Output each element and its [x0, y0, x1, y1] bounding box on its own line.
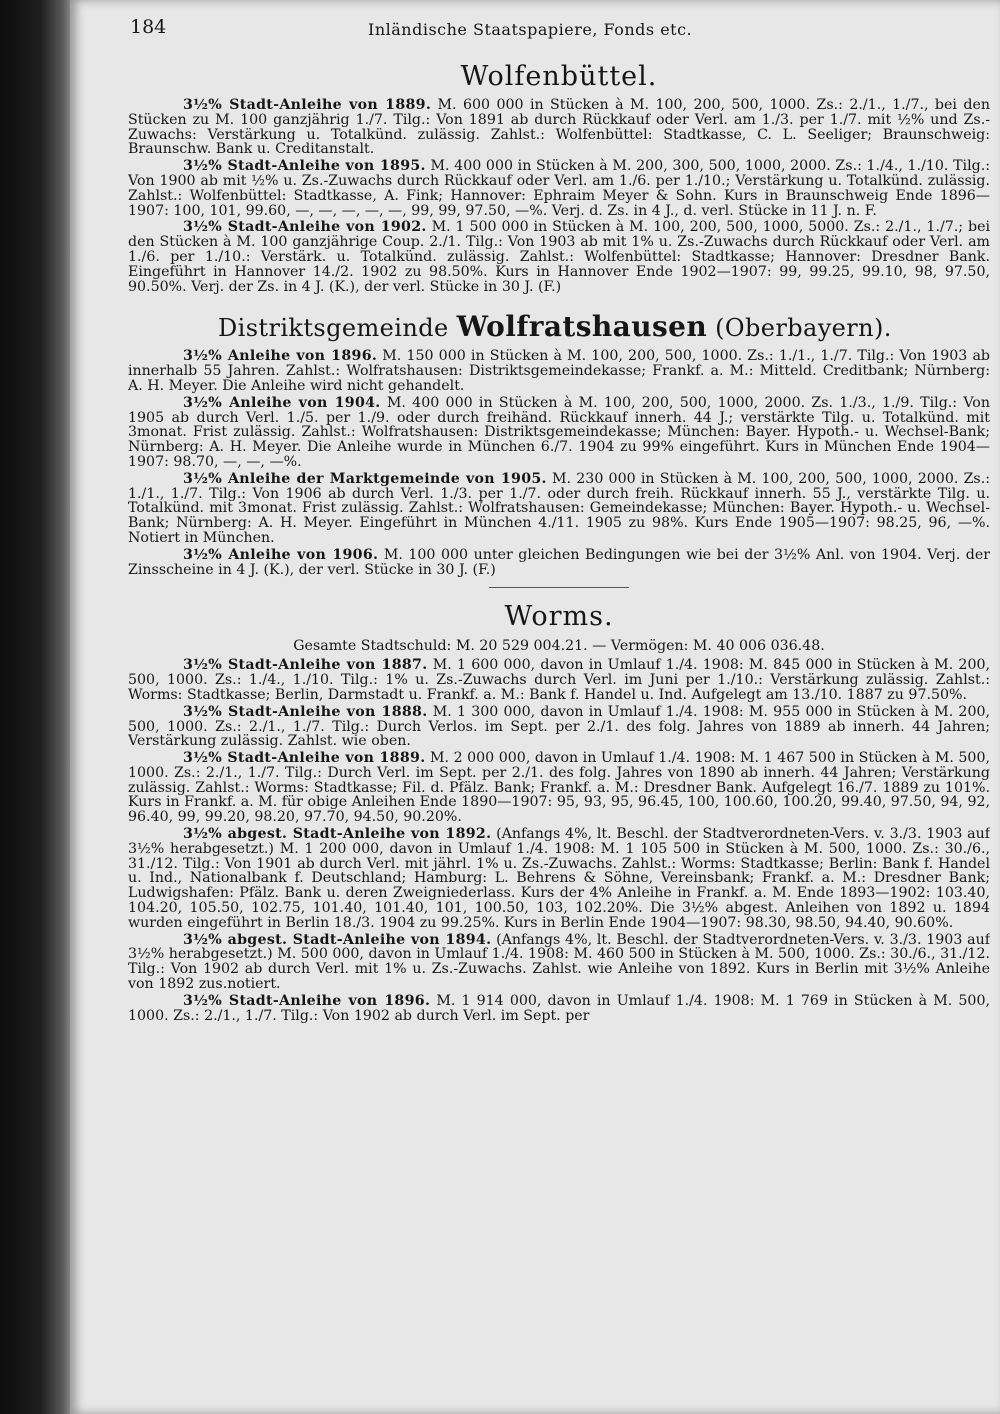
entry-wolfenbuettel-1889 — [128, 98, 990, 157]
entry-text: M. 230 000 in Stücken à M. 100, 200, 500, 1000, 2000. Zs.: 1./1., 1./7. Tilg.: Von 1906 ab durch Verl. 1./3. per 1./7. oder durch freih. Rückkauf innerh. 55 J., verstärkte Tilg. u. Totalkünd. mit 3monat. Frist zulässig. Zahlst.: Wolfratshausen: Gemeindekasse; München: Bayer. Hypoth.- u. Wechsel-Bank; Nürnberg: A. H. Meyer. Eingeführt in München 4./11. 1905 zu 98%. Kurs Ende 1905—1907: 98.25, 96, —%. Notiert in München. — [128, 470, 990, 546]
section-title-wolfratshausen — [218, 312, 990, 343]
section-divider — [489, 587, 629, 588]
entry-wolfenbuettel-1902 — [128, 220, 990, 294]
worms-debt-note: Gesamte Stadtschuld: M. 20 529 004.21. — Vermögen: M. 40 006 036.48. — [293, 638, 825, 655]
section-title-wolfenbuettel: Wolfenbüttel. — [460, 61, 658, 92]
entry-title: 3½% Stadt-Anleihe von 1896. — [183, 992, 431, 1009]
running-title: Inländische Staatspapiere, Fonds etc. — [368, 20, 693, 39]
entry-worms-1892 — [128, 827, 990, 931]
entry-text: (Anfangs 4%, lt. Beschl. der Stadtverordneten-Vers. v. 3./3. 1903 auf 3½% herabgesetzt.) M. 500 000, davon in Umlauf 1./4. 1908: M. 460 500 in Stücken à M. 500, 1000. Zs.: 30./6., 31./12. Tilg.: Von 1902 ab durch Verl. mit 1% u. Zs.-Zuwachs. Zahlst. wie Anleihe von 1892. Kurs in Berlin mit 3½% Anleihe von 1892 zus.notiert. — [128, 931, 990, 993]
entry-title: 3½% Anleihe von 1896. — [183, 348, 378, 365]
entry-worms-1888 — [128, 705, 990, 749]
entry-text: M. 600 000 in Stücken à M. 100, 200, 500, 1000. Zs.: 2./1., 1./7., bei den Stücken zu M. 100 ganzjährig 1./7. Tilg.: Von 1891 ab durch Rückkauf oder Verl. am 1./3. per 1./7. mit ½% und Zs.-Zuwachs: Verstärkung u. Totalkünd. zulässig. Zahlst.: Wolfenbüttel: Stadtkasse, C. L. Seeliger; Braunschweig: Braunschw. Bank u. Creditanstalt. — [128, 97, 990, 158]
entry-text: M. 150 000 in Stücken à M. 100, 200, 500, 1000. Zs.: 1./1., 1./7. Tilg.: Von 1903 ab innerhalb 55 Jahren. Zahlst.: Wolfratshausen: Distriktsgemeindekasse; Frankf. a. M.: Mitteld. Creditbank; Nürnberg: A. H. Meyer. Die Anleihe wird nicht gehandelt. — [128, 348, 990, 394]
entry-text: M. 1 914 000, davon in Umlauf 1./4. 1908: M. 1 769 in Stücken à M. 500, 1000. Zs.: 2./1., 1./7. Tilg.: Von 1902 ab durch Verl. im Sept. per — [128, 992, 990, 1024]
entry-text: M. 400 000 in Stücken à M. 100, 200, 500, 1000, 2000. Zs. 1./3., 1./9. Tilg.: Von 1905 ab durch Verl. 1./5. per 1./9. oder durch freihänd. Rückkauf innerh. 44 J.; verstärkte Tilg. u. Totalkünd. mit 3monat. Frist zulässig. Zahlst.: Wolfratshausen: Distriktsgemeindekasse; München: Bayer. Hypoth.- u. Wechsel-Bank; Nürnberg: A. H. Meyer. Die Anleihe wurde in München 6./7. 1904 zu 99% eingeführt. Kurs in München Ende 1904—1907: 98.70, —, —, —%. — [128, 394, 990, 470]
entry-worms-1896 — [128, 994, 990, 1024]
section-title-part: Distriktsgemeinde — [218, 314, 449, 343]
entry-text: M. 2 000 000, davon in Umlauf 1./4. 1908: M. 1 467 500 in Stücken à M. 500, 1000. Zs.: 2./1., 1./7. Tilg.: Durch Verl. im Sept. per 2./1. des folg. Jahres von 1890 ab innerh. 44 Jahren; Verstärkung zulässig. Zahlst.: Worms: Stadtkasse; Fil. d. Pfälz. Bank; Frankf. a. M.: Dresdner Bank. Aufgelegt 16./7. 1889 zu 101%. Kurs in Frankf. a. M. für obige Anleihen Ende 1890—1907: 95, 93, 95, 96.45, 100, 100.60, 100.20, 99.40, 97.50, 94, 92, 96.40, 99, 99.20, 98.20, 97.70, 94.50, 90.20%. — [128, 750, 990, 826]
entry-title: 3½% Stadt-Anleihe von 1888. — [183, 703, 428, 720]
entry-text: M. 1 300 000, davon in Umlauf 1./4. 1908: M. 955 000 in Stücken à M. 200, 500, 1000. Zs.: 2./1., 1./7. Tilg.: Durch Verlos. im Sept. per 2./1. des folg. Jahres von 1889 ab innerh. 44 Jahren; Verstärkung zulässig. Zahlst. wie oben. — [128, 703, 990, 750]
entry-title: 3½% Anleihe der Marktgemeinde von 1905. — [183, 470, 547, 487]
section-title-worms: Worms. — [504, 601, 614, 633]
section-title-part: (Oberbayern). — [715, 314, 892, 343]
entry-text: M. 1 500 000 in Stücken à M. 100, 200, 500, 1000, 5000. Zs.: 2./1., 1./7.; bei den Stücken à M. 100 ganzjährige Coup. 2./1. Tilg.: Von 1903 ab mit 1% u. Zs.-Zuwachs durch Rückkauf oder Verl. am 1./6. per 1./10.: Verstärk. u. Totalkünd. zulässig. Zahlst.: Wolfenbüttel: Stadtkasse; Hannover: Dresdner Bank. Eingeführt in Hannover 14./2. 1902 zu 98.50%. Kurs in Hannover Ende 1902—1907: 99, 99.25, 99.10, 98, 97.50, 90.50%. Verj. der Zs. in 4 J. (K.), der verl. Stücke in 30 J. (F.) — [128, 219, 990, 295]
page-number: 184 — [130, 16, 167, 38]
entry-worms-1894 — [128, 933, 990, 992]
entry-text: (Anfangs 4%, lt. Beschl. der Stadtverordneten-Vers. v. 3./3. 1903 auf 3½% herabgesetzt.) M. 1 200 000, davon in Umlauf 1./4. 1908: M. 1 105 500 in Stücken à M. 500, 1000. Zs.: 30./6., 31./12. Tilg.: Von 1901 ab durch Verl. mit jährl. 1% u. Zs.-Zuwachs. Zahlst.: Worms: Stadtkasse; Berlin: Bank f. Handel u. Ind., Nationalbank f. Deutschland; Hamburg: L. Behrens & Söhne, Vereinsbank; Frankf. a. M.: Dresdner Bank; Ludwigshafen: Pfälz. Bank u. deren Zweigniederlass. Kurs der 4% Anleihe in Frankf. a. M. Ende 1893—1902: 103.40, 104.20, 105.50, 102.75, 101.40, 101.40, 101, 100.50, 103, 102.20%. Die 3½% abgest. Anleihen von 1892 u. 1894 wurden eingeführt in Berlin 18./3. 1904 zu 99.25%. Kurs in Berlin Ende 1904—1907: 98.30, 98.50, 94.40, 90.60%. — [128, 826, 990, 931]
running-header — [128, 8, 990, 48]
entry-title: 3½% Stadt-Anleihe von 1902. — [183, 219, 427, 236]
entry-title: 3½% Stadt-Anleihe von 1887. — [183, 657, 428, 674]
entry-title: 3½% Stadt-Anleihe von 1889. — [183, 750, 426, 767]
entry-title: 3½% Anleihe von 1906. — [183, 546, 379, 563]
entry-title: 3½% abgest. Stadt-Anleihe von 1894. — [183, 931, 492, 948]
entry-wolfratshausen-1896 — [128, 349, 990, 393]
entry-title: 3½% abgest. Stadt-Anleihe von 1892. — [183, 826, 492, 843]
entry-worms-1889 — [128, 751, 990, 825]
entry-text: M. 1 600 000, davon in Umlauf 1./4. 1908: M. 845 000 in Stücken à M. 200, 500, 1000. Zs.: 1./4., 1./10. Tilg.: 1% u. Zs.-Zuwachs durch Verl. im Juni per 1./10.: Verstärkung zulässig. Zahlst.: Worms: Stadtkasse; Berlin, Darmstadt u. Frankf. a. M.: Bank f. Handel u. Ind. Aufgelegt am 13./10. 1887 zu 97.50%. — [128, 657, 990, 703]
section-title-part: Wolfratshausen — [456, 310, 708, 344]
entry-title: 3½% Stadt-Anleihe von 1889. — [183, 97, 432, 113]
page-content — [128, 8, 990, 1408]
entry-wolfratshausen-1904 — [128, 396, 990, 470]
entry-worms-1887 — [128, 658, 990, 702]
entry-text: M. 100 000 unter gleichen Bedingungen wie bei der 3½% Anl. von 1904. Verj. der Zinsscheine in 4 J. (K.), der verl. Stücke in 30 J. (F.) — [128, 546, 990, 578]
book-gutter-shadow — [0, 0, 74, 1414]
entry-title: 3½% Anleihe von 1904. — [183, 394, 381, 411]
entry-title: 3½% Stadt-Anleihe von 1895. — [183, 158, 426, 175]
entry-wolfratshausen-1906 — [128, 548, 990, 578]
entry-wolfenbuettel-1895 — [128, 159, 990, 218]
entry-wolfratshausen-1905 — [128, 472, 990, 546]
entry-text: M. 400 000 in Stücken à M. 200, 300, 500, 1000, 2000. Zs.: 1./4., 1./10. Tilg.: Von 1900 ab mit ½% u. Zs.-Zuwachs durch Rückkauf oder Verl. am 1./6. per 1./10.; Verstärkung u. Totalkünd. zulässig. Zahlst.: Wolfenbüttel: Stadtkasse, A. Fink; Hannover: Ephraim Meyer & Sohn. Kurs in Braunschweig Ende 1896—1907: 100, 101, 99.60, —, —, —, —, —, 99, 99, 97.50, —%. Verj. d. Zs. in 4 J., d. verl. Stücke in 11 J. n. F. — [128, 158, 990, 219]
